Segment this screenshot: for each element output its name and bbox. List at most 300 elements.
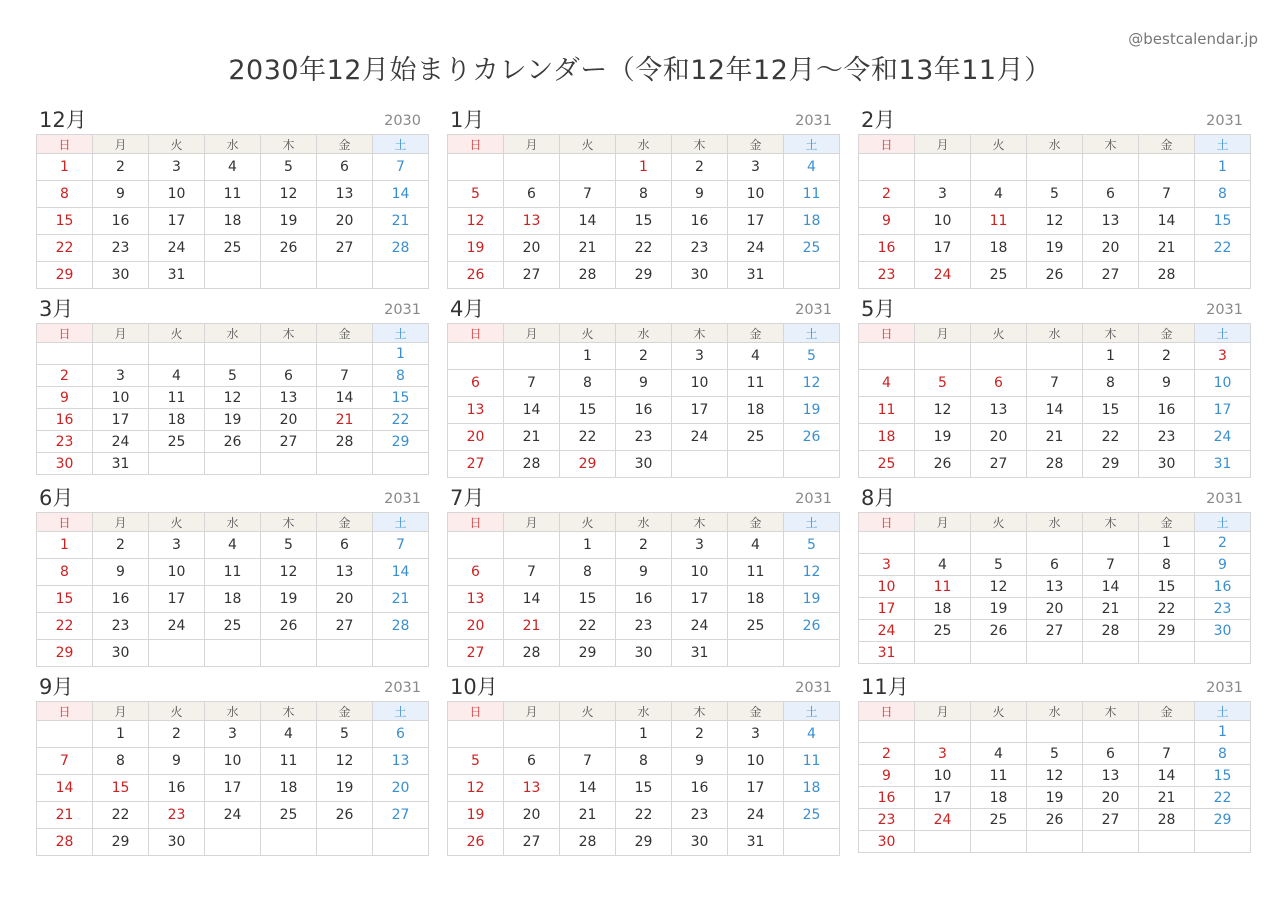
month-header [447, 106, 834, 134]
empty-day-cell [261, 262, 317, 289]
day-cell: 27 [317, 235, 373, 262]
day-cell: 29 [616, 829, 672, 856]
day-cell: 17 [672, 586, 728, 613]
day-cell: 2 [859, 181, 915, 208]
day-cell: 21 [1083, 598, 1139, 620]
weekday-header: 火 [149, 135, 205, 154]
empty-day-cell [1083, 831, 1139, 853]
month-header [858, 673, 1245, 701]
month-calendar [447, 484, 834, 673]
empty-day-cell [1027, 831, 1083, 853]
day-cell: 14 [560, 775, 616, 802]
weekday-header-row [37, 324, 429, 343]
month-year: 2031 [1206, 491, 1243, 507]
empty-day-cell [205, 262, 261, 289]
empty-day-cell [915, 154, 971, 181]
day-cell: 14 [560, 208, 616, 235]
day-cell: 4 [728, 532, 784, 559]
day-cell: 18 [784, 775, 840, 802]
day-cell: 2 [859, 743, 915, 765]
weekday-header: 日 [859, 513, 915, 532]
day-cell: 5 [261, 532, 317, 559]
day-cell: 12 [261, 181, 317, 208]
weekday-header: 木 [672, 513, 728, 532]
day-cell: 11 [728, 370, 784, 397]
day-cell: 1 [37, 532, 93, 559]
day-cell: 22 [373, 409, 429, 431]
day-cell: 19 [915, 424, 971, 451]
empty-day-cell [373, 453, 429, 475]
empty-day-cell [784, 640, 840, 667]
day-cell: 31 [672, 640, 728, 667]
day-cell: 21 [1139, 235, 1195, 262]
empty-day-cell [915, 642, 971, 664]
week-row [448, 721, 840, 748]
weekday-header: 金 [728, 702, 784, 721]
week-row [448, 181, 840, 208]
day-cell: 16 [859, 235, 915, 262]
day-cell: 3 [728, 721, 784, 748]
day-cell: 28 [504, 451, 560, 478]
day-cell: 3 [149, 154, 205, 181]
day-cell: 14 [504, 397, 560, 424]
day-cell: 23 [93, 235, 149, 262]
empty-day-cell [1195, 262, 1251, 289]
day-cell: 23 [1195, 598, 1251, 620]
day-cell: 27 [317, 613, 373, 640]
day-cell: 1 [1195, 721, 1251, 743]
weekday-header: 火 [971, 135, 1027, 154]
day-cell: 22 [560, 613, 616, 640]
weekday-header: 月 [93, 135, 149, 154]
day-cell: 18 [915, 598, 971, 620]
weekday-header: 水 [1027, 135, 1083, 154]
empty-day-cell [1139, 721, 1195, 743]
day-cell: 12 [784, 559, 840, 586]
day-cell: 6 [1083, 743, 1139, 765]
empty-day-cell [317, 262, 373, 289]
day-cell: 8 [616, 181, 672, 208]
day-cell: 26 [448, 829, 504, 856]
day-cell: 21 [560, 802, 616, 829]
day-cell: 20 [504, 235, 560, 262]
weekday-header-row [859, 324, 1251, 343]
day-cell: 15 [1139, 576, 1195, 598]
day-cell: 8 [93, 748, 149, 775]
day-cell: 10 [149, 559, 205, 586]
empty-day-cell [261, 343, 317, 365]
weekday-header: 土 [1195, 513, 1251, 532]
weekday-header: 水 [205, 135, 261, 154]
day-cell: 30 [37, 453, 93, 475]
weekday-header: 土 [373, 135, 429, 154]
day-cell: 11 [205, 181, 261, 208]
weekday-header: 木 [1083, 513, 1139, 532]
day-cell: 7 [504, 559, 560, 586]
day-cell: 18 [205, 586, 261, 613]
day-cell: 10 [915, 208, 971, 235]
day-cell: 6 [504, 181, 560, 208]
day-cell: 1 [1083, 343, 1139, 370]
day-cell: 20 [1027, 598, 1083, 620]
month-name: 12月 [39, 108, 87, 132]
day-cell: 15 [37, 586, 93, 613]
empty-day-cell [1027, 532, 1083, 554]
day-cell: 8 [1195, 181, 1251, 208]
day-cell: 9 [859, 765, 915, 787]
day-cell: 8 [37, 181, 93, 208]
day-cell: 3 [859, 554, 915, 576]
week-row [37, 431, 429, 453]
day-cell: 24 [859, 620, 915, 642]
day-cell: 16 [37, 409, 93, 431]
week-row [37, 802, 429, 829]
month-name: 2月 [861, 108, 896, 132]
day-cell: 17 [672, 397, 728, 424]
weekday-header: 火 [971, 702, 1027, 721]
day-cell: 11 [784, 181, 840, 208]
day-cell: 18 [784, 208, 840, 235]
day-cell: 9 [859, 208, 915, 235]
weekday-header: 金 [728, 324, 784, 343]
day-cell: 1 [37, 154, 93, 181]
month-header [858, 295, 1245, 323]
month-name: 10月 [450, 675, 498, 699]
week-row [37, 409, 429, 431]
day-cell: 25 [971, 262, 1027, 289]
day-cell: 24 [915, 262, 971, 289]
month-header [36, 295, 423, 323]
day-cell: 26 [971, 620, 1027, 642]
day-cell: 22 [1139, 598, 1195, 620]
month-table [36, 134, 429, 289]
day-cell: 13 [971, 397, 1027, 424]
day-cell: 4 [859, 370, 915, 397]
day-cell: 17 [205, 775, 261, 802]
empty-day-cell [317, 640, 373, 667]
day-cell: 10 [859, 576, 915, 598]
day-cell: 8 [373, 365, 429, 387]
day-cell: 20 [373, 775, 429, 802]
day-cell: 17 [149, 208, 205, 235]
day-cell: 21 [373, 586, 429, 613]
empty-day-cell [261, 640, 317, 667]
empty-day-cell [1027, 343, 1083, 370]
month-calendar [858, 673, 1245, 862]
week-row [448, 748, 840, 775]
day-cell: 20 [1083, 787, 1139, 809]
day-cell: 26 [1027, 809, 1083, 831]
day-cell: 24 [93, 431, 149, 453]
day-cell: 3 [149, 532, 205, 559]
day-cell: 28 [1027, 451, 1083, 478]
day-cell: 4 [149, 365, 205, 387]
day-cell: 14 [1139, 208, 1195, 235]
month-year: 2031 [795, 302, 832, 318]
week-row [448, 802, 840, 829]
day-cell: 29 [37, 640, 93, 667]
weekday-header: 火 [149, 513, 205, 532]
month-year: 2031 [384, 491, 421, 507]
day-cell: 17 [915, 235, 971, 262]
day-cell: 10 [728, 181, 784, 208]
day-cell: 24 [672, 424, 728, 451]
day-cell: 2 [672, 721, 728, 748]
week-row [37, 154, 429, 181]
day-cell: 19 [205, 409, 261, 431]
day-cell: 12 [1027, 208, 1083, 235]
empty-day-cell [784, 829, 840, 856]
day-cell: 18 [728, 586, 784, 613]
month-calendar [858, 106, 1245, 295]
day-cell: 4 [784, 721, 840, 748]
weekday-header: 日 [859, 702, 915, 721]
day-cell: 31 [1195, 451, 1251, 478]
day-cell: 13 [1083, 208, 1139, 235]
day-cell: 16 [672, 775, 728, 802]
week-row [448, 451, 840, 478]
weekday-header: 金 [317, 513, 373, 532]
day-cell: 9 [93, 181, 149, 208]
weekday-header: 日 [37, 324, 93, 343]
day-cell: 27 [448, 451, 504, 478]
weekday-header: 木 [672, 135, 728, 154]
empty-day-cell [971, 154, 1027, 181]
day-cell: 21 [504, 613, 560, 640]
month-calendar [447, 106, 834, 295]
day-cell: 1 [616, 154, 672, 181]
day-cell: 3 [728, 154, 784, 181]
day-cell: 24 [149, 235, 205, 262]
day-cell: 28 [1139, 262, 1195, 289]
day-cell: 16 [672, 208, 728, 235]
week-row [37, 365, 429, 387]
weekday-header: 月 [504, 513, 560, 532]
week-row [859, 262, 1251, 289]
day-cell: 22 [1195, 787, 1251, 809]
day-cell: 11 [784, 748, 840, 775]
calendar-grid [36, 106, 1245, 862]
day-cell: 14 [373, 559, 429, 586]
empty-day-cell [1027, 721, 1083, 743]
day-cell: 6 [373, 721, 429, 748]
day-cell: 19 [1027, 787, 1083, 809]
week-row [859, 787, 1251, 809]
week-row [37, 181, 429, 208]
empty-day-cell [971, 532, 1027, 554]
week-row [859, 181, 1251, 208]
day-cell: 12 [1027, 765, 1083, 787]
day-cell: 7 [317, 365, 373, 387]
empty-day-cell [560, 154, 616, 181]
month-name: 1月 [450, 108, 485, 132]
empty-day-cell [149, 343, 205, 365]
day-cell: 25 [205, 613, 261, 640]
day-cell: 29 [373, 431, 429, 453]
weekday-header: 月 [915, 513, 971, 532]
day-cell: 1 [560, 532, 616, 559]
day-cell: 29 [560, 640, 616, 667]
day-cell: 10 [915, 765, 971, 787]
weekday-header-row [37, 135, 429, 154]
month-name: 3月 [39, 297, 74, 321]
empty-day-cell [915, 831, 971, 853]
day-cell: 30 [616, 640, 672, 667]
empty-day-cell [93, 343, 149, 365]
weekday-header: 土 [1195, 135, 1251, 154]
day-cell: 30 [859, 831, 915, 853]
empty-day-cell [859, 721, 915, 743]
empty-day-cell [672, 451, 728, 478]
weekday-header: 水 [1027, 702, 1083, 721]
empty-day-cell [205, 453, 261, 475]
month-calendar [36, 484, 423, 673]
week-row [859, 765, 1251, 787]
day-cell: 5 [971, 554, 1027, 576]
week-row [448, 235, 840, 262]
day-cell: 8 [616, 748, 672, 775]
day-cell: 14 [37, 775, 93, 802]
day-cell: 14 [1027, 397, 1083, 424]
month-calendar [447, 673, 834, 862]
empty-day-cell [1083, 642, 1139, 664]
week-row [448, 559, 840, 586]
day-cell: 21 [1139, 787, 1195, 809]
weekday-header-row [859, 513, 1251, 532]
day-cell: 6 [1083, 181, 1139, 208]
day-cell: 26 [448, 262, 504, 289]
page-title: 2030年12月始まりカレンダー（令和12年12月〜令和13年11月） [228, 55, 1052, 86]
weekday-header: 金 [1139, 513, 1195, 532]
day-cell: 29 [1195, 809, 1251, 831]
weekday-header: 日 [448, 135, 504, 154]
empty-day-cell [261, 829, 317, 856]
day-cell: 25 [784, 235, 840, 262]
day-cell: 30 [672, 829, 728, 856]
day-cell: 25 [784, 802, 840, 829]
weekday-header: 土 [784, 702, 840, 721]
day-cell: 27 [1027, 620, 1083, 642]
month-year: 2031 [384, 302, 421, 318]
empty-day-cell [317, 453, 373, 475]
month-name: 9月 [39, 675, 74, 699]
month-calendar [36, 673, 423, 862]
day-cell: 12 [448, 208, 504, 235]
day-cell: 23 [93, 613, 149, 640]
weekday-header: 木 [261, 324, 317, 343]
day-cell: 19 [317, 775, 373, 802]
empty-day-cell [1139, 154, 1195, 181]
weekday-header: 金 [1139, 135, 1195, 154]
day-cell: 8 [560, 370, 616, 397]
day-cell: 25 [205, 235, 261, 262]
month-calendar [447, 295, 834, 484]
day-cell: 28 [560, 262, 616, 289]
weekday-header-row [37, 702, 429, 721]
day-cell: 11 [971, 765, 1027, 787]
weekday-header: 日 [448, 702, 504, 721]
weekday-header: 金 [728, 135, 784, 154]
day-cell: 18 [205, 208, 261, 235]
empty-day-cell [784, 451, 840, 478]
empty-day-cell [149, 640, 205, 667]
day-cell: 20 [1083, 235, 1139, 262]
month-header [36, 484, 423, 512]
day-cell: 12 [317, 748, 373, 775]
day-cell: 16 [1195, 576, 1251, 598]
day-cell: 30 [93, 262, 149, 289]
weekday-header: 土 [1195, 324, 1251, 343]
week-row [448, 208, 840, 235]
weekday-header: 火 [560, 513, 616, 532]
weekday-header: 日 [37, 135, 93, 154]
week-row [859, 451, 1251, 478]
day-cell: 13 [504, 208, 560, 235]
site-label: @bestcalendar.jp [1128, 30, 1258, 48]
day-cell: 26 [784, 424, 840, 451]
day-cell: 28 [373, 613, 429, 640]
day-cell: 28 [373, 235, 429, 262]
weekday-header: 日 [37, 513, 93, 532]
day-cell: 26 [261, 613, 317, 640]
day-cell: 14 [504, 586, 560, 613]
day-cell: 20 [504, 802, 560, 829]
day-cell: 6 [504, 748, 560, 775]
day-cell: 29 [1083, 451, 1139, 478]
day-cell: 4 [205, 154, 261, 181]
day-cell: 9 [616, 370, 672, 397]
day-cell: 24 [205, 802, 261, 829]
empty-day-cell [784, 262, 840, 289]
day-cell: 3 [1195, 343, 1251, 370]
day-cell: 18 [728, 397, 784, 424]
month-table [447, 134, 840, 289]
month-table [858, 701, 1251, 853]
weekday-header: 火 [149, 702, 205, 721]
empty-day-cell [317, 829, 373, 856]
empty-day-cell [448, 721, 504, 748]
day-cell: 11 [728, 559, 784, 586]
day-cell: 4 [261, 721, 317, 748]
month-year: 2031 [795, 680, 832, 696]
empty-day-cell [1195, 831, 1251, 853]
day-cell: 5 [784, 532, 840, 559]
day-cell: 10 [1195, 370, 1251, 397]
weekday-header: 日 [448, 324, 504, 343]
day-cell: 25 [261, 802, 317, 829]
day-cell: 29 [616, 262, 672, 289]
day-cell: 17 [728, 775, 784, 802]
day-cell: 8 [1139, 554, 1195, 576]
day-cell: 16 [149, 775, 205, 802]
week-row [859, 397, 1251, 424]
day-cell: 31 [93, 453, 149, 475]
day-cell: 4 [728, 343, 784, 370]
day-cell: 23 [859, 809, 915, 831]
week-row [859, 576, 1251, 598]
day-cell: 22 [93, 802, 149, 829]
day-cell: 5 [317, 721, 373, 748]
day-cell: 1 [616, 721, 672, 748]
week-row [37, 453, 429, 475]
day-cell: 15 [37, 208, 93, 235]
weekday-header: 日 [448, 513, 504, 532]
day-cell: 11 [971, 208, 1027, 235]
day-cell: 22 [616, 235, 672, 262]
day-cell: 19 [261, 586, 317, 613]
month-year: 2031 [1206, 113, 1243, 129]
empty-day-cell [915, 343, 971, 370]
